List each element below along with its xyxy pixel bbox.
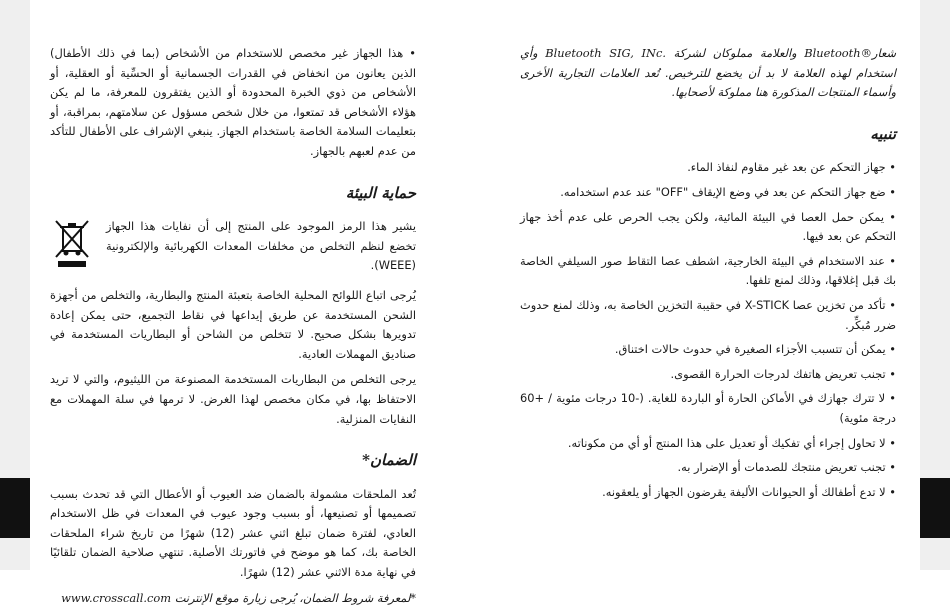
- list-item: • تجنب تعريض منتجك للصدمات أو الإضرار به.: [520, 458, 896, 478]
- left-page-tab: [0, 478, 30, 538]
- weee-block: [50, 217, 416, 282]
- list-item: • لا تحاول إجراء أي تفكيك أو تعديل على هذا المنتج أو أي من مكوناته.: [520, 434, 896, 454]
- safety-bullet: • هذا الجهاز غير مخصص للاستخدام من الأشخاص (بما في ذلك الأطفال) الذين يعانون من انخفاض في القدرات الجسمانية أو الحسِّية أو العقلية، أو الأشخاص من ذوي الخبرة المحدودة أو الذين يفتقرون للمعرفة، ما لم يكن هؤلاء الأشخاص قد تمتعوا، من خلال شخص مسؤول عن سلامتهم، بمراقبة، أو بتعليمات السلامة الخاصة باستخدام الجهاز. ينبغي الإشراف على الأطفال للتأكد من عدم لعبهم بالجهاز.: [50, 44, 416, 162]
- recycling-paragraph: يُرجى اتباع اللوائح المحلية الخاصة بتعبئة المنتج والبطارية، والتخلص من أجهزة الشحن المستخدمة عن طريق إيداعها في نقاط التجميع، حتى يمكن إعادة تدويرها بشكل صحيح. لا تتخلص من الشاحن أو البطاريات المستخدمة في صناديق المهملات العادية.: [50, 287, 416, 361]
- list-item: • تجنب تعريض هاتفك لدرجات الحرارة القصوى.: [520, 365, 896, 385]
- list-item: • يمكن حمل العصا في البيئة المائية، ولكن يجب الحرص على عدم أخذ جهاز التحكم عن بعد فيها.: [520, 208, 896, 247]
- list-item: • يمكن أن تتسبب الأجزاء الصغيرة في حدوث حالات اختناق.: [520, 340, 896, 360]
- warning-heading: تنبيه: [870, 124, 896, 143]
- weee-text: يشير هذا الرمز الموجود على المنتج إلى أن نفايات هذا الجهاز تخضع لنظم التخلص من مخلفات المعدات الكهربائية والإلكترونية (WEEE).: [106, 219, 416, 273]
- warranty-note: *لمعرفة شروط الضمان، يُرجى زيارة موقع الإنترنت www.crosscall.com: [61, 590, 416, 605]
- list-item: • لا تترك جهازك في الأماكن الحارة أو الباردة للغاية. (-10 درجات مئوية / +60 درجة مئوية): [520, 389, 896, 428]
- warning-list: [520, 158, 896, 502]
- crossed-out-bin-icon: [50, 217, 94, 269]
- right-column: [520, 44, 896, 507]
- battery-paragraph: يرجى التخلص من البطاريات المستخدمة المصنوعة من الليثيوم، والتي لا تريد الاحتفاظ بها، في مكان مخصص لهذا الغرض. لا ترمها في سلة المهملات مع النفايات المنزلية.: [50, 372, 416, 426]
- list-item: • جهاز التحكم عن بعد غير مقاوم لنفاذ الماء.: [520, 158, 896, 178]
- warranty-paragraph: تُعد الملحقات مشمولة بالضمان ضد العيوب أو الأعطال التي قد تحدث بسبب تصميمها أو تصنيعها، أو بسبب وجود عيوب في المعدات في ظل الاستخدام العادي، لفترة ضمان تبلغ اثني عشر (12) شهرًا من تاريخ شراء الملحقات الخاصة بك، كما هو موضح في فاتورتك الأصلية. تنتهي صلاحية الضمان تلقائيًا في نهاية مدة الاثني عشر (12) شهرًا.: [50, 486, 416, 580]
- list-item: • تأكد من تخزين عصا X-STICK في حقيبة التخزين الخاصة به، وذلك لمنع حدوث ضرر مُبكِّر.: [520, 296, 896, 335]
- environment-heading: حماية البيئة: [345, 183, 416, 202]
- left-column: [50, 44, 416, 614]
- bluetooth-trademark-note: شعار®Bluetooth والعلامة مملوكان لشركة .Bluetooth SIG, INc وأي استخدام لهذه العلامة لا بد أن يخضع للترخيص. تُعد العلامات التجارية الأخرى وأسماء المنتجات المذكورة هنا مملوكة لأصحابها.: [520, 46, 896, 100]
- right-page-tab: [920, 478, 950, 538]
- list-item: • ضع جهاز التحكم عن بعد في وضع الإيقاف "OFF" عند عدم استخدامه.: [520, 183, 896, 203]
- list-item: • لا تدع أطفالك أو الحيوانات الأليفة يقرضون الجهاز أو يلعقونه.: [520, 483, 896, 503]
- warranty-heading: الضمان*: [362, 451, 416, 470]
- list-item: • عند الاستخدام في البيئة الخارجية، اشطف عصا التقاط صور السيلفي الخاصة بك قبل إغلاقها، وذلك لمنع تلفها.: [520, 252, 896, 291]
